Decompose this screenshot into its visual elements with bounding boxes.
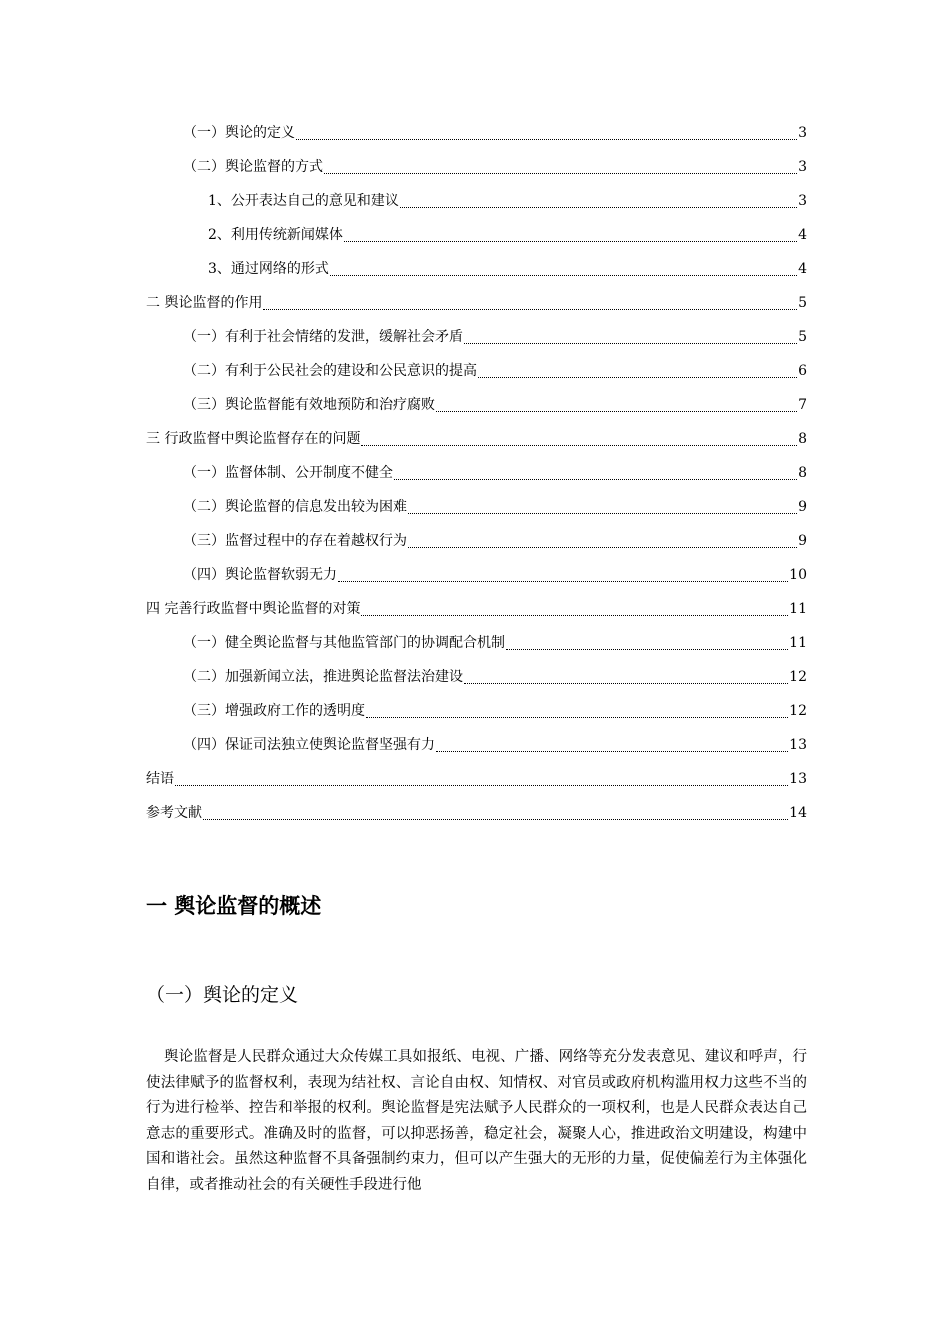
toc-leader-dots [408, 546, 797, 548]
toc-entry-label: （四）舆论监督软弱无力 [183, 567, 337, 583]
toc-entry[interactable] [146, 150, 807, 184]
toc-entry-page: 13 [789, 737, 807, 753]
toc-entry[interactable] [146, 116, 807, 150]
toc-entry[interactable] [146, 626, 807, 660]
toc-entry-label: （一）有利于社会情绪的发泄，缓解社会矛盾 [183, 329, 463, 345]
toc-entry[interactable] [146, 592, 807, 626]
toc-leader-dots [436, 750, 788, 752]
toc-entry-page: 8 [798, 465, 807, 481]
toc-entry-label: 参考文献 [146, 805, 202, 821]
toc-entry-page: 14 [789, 805, 807, 821]
toc-entry-label: （二）舆论监督的信息发出较为困难 [183, 499, 407, 515]
toc-entry-label: （二）舆论监督的方式 [183, 159, 323, 175]
body-paragraph: 舆论监督是人民群众通过大众传媒工具如报纸、电视、广播、网络等充分发表意见、建议和呼声，行使法律赋予的监督权利，表现为结社权、言论自由权、知情权、对官员或政府机构滥用权力这些不当的行为进行检举、控告和举报的权利。舆论监督是宪法赋予人民群众的一项权利，也是人民群众表达自己意志的重要形式。准确及时的监督，可以抑恶扬善，稳定社会，凝聚人心，推进政治文明建设，构建中国和谐社会。虽然这种监督不具备强制约束力，但可以产生强大的无形的力量，促使偏差行为主体强化自律，或者推动社会的有关硬性手段进行他 [146, 1049, 807, 1193]
toc-entry[interactable] [146, 456, 807, 490]
toc-entry[interactable] [146, 320, 807, 354]
toc-entry-page: 3 [798, 193, 807, 209]
toc-leader-dots [464, 342, 797, 344]
toc-entry-page: 4 [798, 227, 807, 243]
toc-entry-page: 11 [789, 601, 807, 617]
toc-entry-label: （二）加强新闻立法，推进舆论监督法治建设 [183, 669, 463, 685]
toc-entry-page: 3 [798, 159, 807, 175]
toc-entry-page: 9 [798, 499, 807, 515]
section-heading: 一 舆论监督的概述 [146, 894, 322, 918]
toc-leader-dots [338, 580, 788, 582]
toc-entry-label: （三）舆论监督能有效地预防和治疗腐败 [183, 397, 435, 413]
toc-entry-label: 1、公开表达自己的意见和建议 [208, 193, 399, 209]
toc-leader-dots [394, 478, 797, 480]
toc-entry[interactable] [146, 388, 807, 422]
toc-entry-page: 12 [789, 703, 807, 719]
subsection-heading: （一）舆论的定义 [146, 984, 299, 1006]
toc-entry-page: 5 [798, 295, 807, 311]
toc-entry[interactable] [146, 252, 807, 286]
toc-entry[interactable] [146, 660, 807, 694]
toc-entry-page: 11 [789, 635, 807, 651]
toc-entry-label: （四）保证司法独立使舆论监督坚强有力 [183, 737, 435, 753]
toc-entry[interactable] [146, 796, 807, 830]
toc-entry-label: 3、通过网络的形式 [208, 261, 329, 277]
toc-entry-label: 四 完善行政监督中舆论监督的对策 [146, 601, 361, 617]
toc-leader-dots [464, 682, 788, 684]
toc-leader-dots [400, 206, 797, 208]
toc-entry[interactable] [146, 728, 807, 762]
toc-entry-page: 7 [798, 397, 807, 413]
toc-leader-dots [175, 784, 788, 786]
toc-entry-label: （三）监督过程中的存在着越权行为 [183, 533, 407, 549]
toc-leader-dots [203, 818, 788, 820]
toc-leader-dots [408, 512, 797, 514]
toc-entry[interactable] [146, 184, 807, 218]
toc-entry-label: （一）健全舆论监督与其他监管部门的协调配合机制 [183, 635, 505, 651]
toc-entry-page: 13 [789, 771, 807, 787]
toc-entry-page: 9 [798, 533, 807, 549]
toc-leader-dots [324, 172, 797, 174]
table-of-contents [146, 116, 807, 830]
toc-leader-dots [330, 274, 797, 276]
toc-entry-page: 10 [789, 567, 807, 583]
toc-entry[interactable] [146, 694, 807, 728]
toc-entry-page: 8 [798, 431, 807, 447]
toc-entry[interactable] [146, 218, 807, 252]
toc-leader-dots [296, 138, 797, 140]
toc-entry-label: （二）有利于公民社会的建设和公民意识的提高 [183, 363, 477, 379]
toc-leader-dots [506, 648, 788, 650]
toc-entry-label: 2、利用传统新闻媒体 [208, 227, 343, 243]
toc-entry[interactable] [146, 422, 807, 456]
toc-entry-label: （三）增强政府工作的透明度 [183, 703, 365, 719]
toc-entry-page: 12 [789, 669, 807, 685]
toc-entry-label: 二 舆论监督的作用 [146, 295, 263, 311]
toc-entry-page: 4 [798, 261, 807, 277]
toc-entry-label: 结语 [146, 771, 174, 787]
toc-entry-page: 3 [798, 125, 807, 141]
toc-leader-dots [361, 444, 797, 446]
toc-leader-dots [263, 308, 797, 310]
toc-leader-dots [344, 240, 797, 242]
toc-entry-page: 5 [798, 329, 807, 345]
toc-leader-dots [361, 614, 788, 616]
toc-entry[interactable] [146, 558, 807, 592]
toc-entry[interactable] [146, 490, 807, 524]
toc-leader-dots [478, 376, 797, 378]
toc-leader-dots [366, 716, 788, 718]
toc-leader-dots [436, 410, 797, 412]
toc-entry-label: （一）舆论的定义 [183, 125, 295, 141]
toc-entry[interactable] [146, 286, 807, 320]
toc-entry[interactable] [146, 524, 807, 558]
toc-entry-label: （一）监督体制、公开制度不健全 [183, 465, 393, 481]
toc-entry-page: 6 [798, 363, 807, 379]
toc-entry[interactable] [146, 354, 807, 388]
toc-entry[interactable] [146, 762, 807, 796]
toc-entry-label: 三 行政监督中舆论监督存在的问题 [146, 431, 361, 447]
